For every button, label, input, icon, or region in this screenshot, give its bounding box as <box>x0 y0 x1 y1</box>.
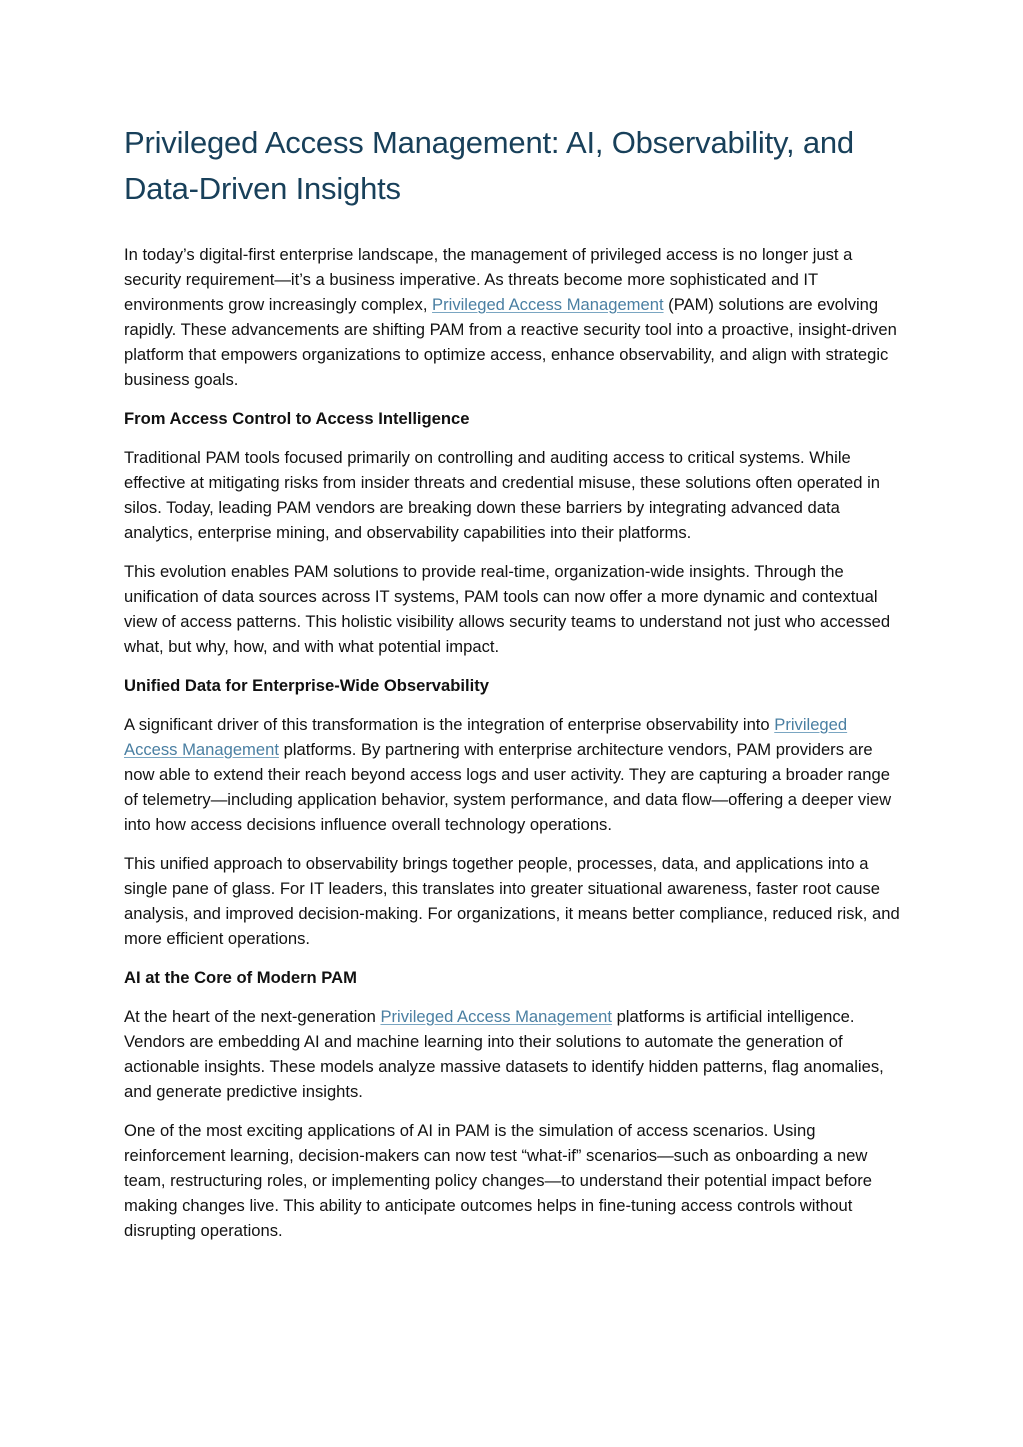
body-paragraph <box>124 851 904 951</box>
body-paragraph <box>124 1004 904 1104</box>
body-paragraph <box>124 559 904 659</box>
pam-link[interactable]: Privileged Access Management <box>124 715 848 759</box>
pam-link[interactable]: Privileged Access Management <box>380 1007 612 1026</box>
body-paragraph <box>124 242 904 392</box>
paragraph-text: In today’s digital-first enterprise landscape, the management of privileged access is no longer just a security requirement—it’s a business imperative. As threats become more sophisticated and IT environments grow increasingly complex, <box>124 245 853 314</box>
paragraph-text: This unified approach to observability brings together people, processes, data, and applications into a single pane of glass. For IT leaders, this translates into greater situational awareness, faster root cause analysis, and improved decision-making. For organizations, it means better compliance, reduced risk, and more efficient operations. <box>124 854 900 948</box>
section-heading: AI at the Core of Modern PAM <box>124 968 357 987</box>
paragraph-text: This evolution enables PAM solutions to provide real-time, organization-wide insights. Through the unification of data sources across IT systems, PAM tools can now offer a more dynamic and contextual view of access patterns. This holistic visibility allows security teams to understand not just who accessed what, but why, how, and with what potential impact. <box>124 562 891 656</box>
body-paragraph <box>124 712 904 837</box>
paragraph-text: platforms. By partnering with enterprise architecture vendors, PAM providers are now able to extend their reach beyond access logs and user activity. They are capturing a broader range of telemetry—including application behavior, system performance, and data flow—offering a deeper view into how access decisions influence overall technology operations. <box>124 740 892 834</box>
paragraph-text: At the heart of the next-generation <box>124 1007 381 1026</box>
section-heading: From Access Control to Access Intelligence <box>124 409 470 428</box>
paragraph-text: (PAM) solutions are evolving rapidly. These advancements are shifting PAM from a reactive security tool into a proactive, insight-driven platform that empowers organizations to optimize access, enhance observability, and align with strategic business goals. <box>124 295 897 389</box>
paragraph-text: platforms is artificial intelligence. Vendors are embedding AI and machine learning into their solutions to automate the generation of actionable insights. These models analyze massive datasets to identify hidden patterns, flag anomalies, and generate predictive insights. <box>124 1007 884 1101</box>
paragraph-text: One of the most exciting applications of AI in PAM is the simulation of access scenarios. Using reinforcement learning, decision-makers can now test “what-if” scenarios—such as onboarding a new team, restructuring roles, or implementing policy changes—to understand their potential impact before making changes live. This ability to anticipate outcomes helps in fine-tuning access controls without disrupting operations. <box>124 1121 873 1240</box>
paragraph-text: A significant driver of this transformation is the integration of enterprise observability into <box>124 715 775 734</box>
document-body <box>124 242 904 1243</box>
document-page <box>124 120 904 1257</box>
body-paragraph <box>124 1118 904 1243</box>
body-paragraph <box>124 445 904 545</box>
section-heading: Unified Data for Enterprise-Wide Observability <box>124 676 489 695</box>
document-title: Privileged Access Management: AI, Observability, and Data-Driven Insights <box>124 125 854 206</box>
pam-link[interactable]: Privileged Access Management <box>432 295 664 314</box>
paragraph-text: Traditional PAM tools focused primarily on controlling and auditing access to critical systems. While effective at mitigating risks from insider threats and credential misuse, these solutions often operated in silos. Today, leading PAM vendors are breaking down these barriers by integrating advanced data analytics, enterprise mining, and observability capabilities into their platforms. <box>124 448 881 542</box>
